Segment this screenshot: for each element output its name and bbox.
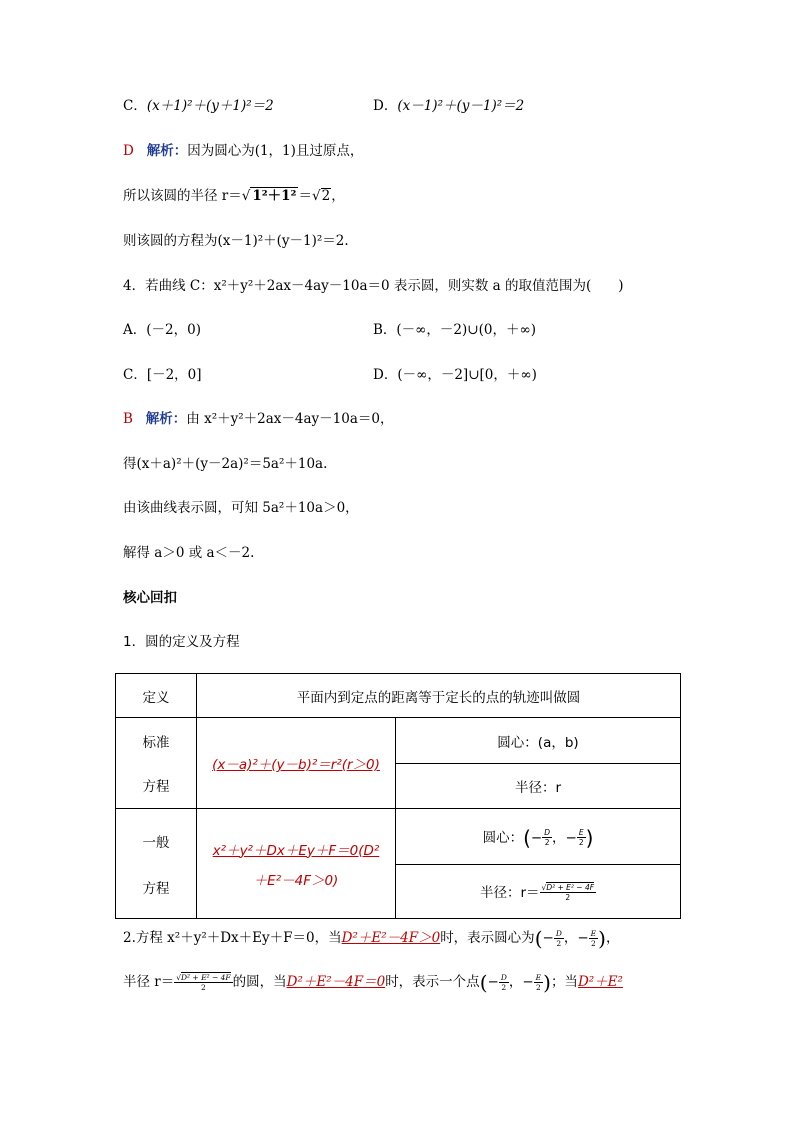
right-paren-icon: ) bbox=[585, 825, 594, 850]
frac-num: D bbox=[544, 828, 551, 837]
frac-num: E bbox=[535, 973, 542, 982]
section2-line1: 2.方程 x²＋y²＋Dx＋Ey＋F＝0，当D²＋E²－4F＞0时，表示圆心为(− $\frac{D}{2}$ ，− $\frac{E}{2}$ )， bbox=[123, 926, 620, 951]
s2-blank-3: D²＋E² bbox=[577, 974, 623, 990]
s2-radius-prefix: 半径 r＝ bbox=[123, 974, 175, 990]
option-d-expr: (x－1)²＋(y－1)²＝2 bbox=[397, 98, 525, 114]
frac-d-over-2 bbox=[499, 973, 509, 992]
frac-num: E bbox=[590, 929, 597, 938]
analysis-label: 解析： bbox=[145, 411, 187, 427]
std-center-cell bbox=[396, 718, 681, 764]
q3-option-d bbox=[373, 96, 524, 116]
radicand: 1²＋1² bbox=[252, 188, 297, 204]
def-text: 平面内到定点的距离等于定长的点的轨迹叫做圆 bbox=[296, 689, 581, 706]
std-formula-cell bbox=[197, 718, 396, 809]
def-label-cell bbox=[116, 674, 197, 718]
core-heading-text: 核心回扣 bbox=[123, 590, 177, 606]
left-paren-icon: ( bbox=[479, 970, 488, 995]
q3-analysis-line1 bbox=[123, 141, 363, 161]
option-d-label: D． bbox=[373, 98, 398, 114]
analysis-text: 因为圆心为(1，1)且过原点， bbox=[187, 143, 364, 159]
radius-result: 2 bbox=[321, 188, 331, 204]
q4-analysis-line1 bbox=[123, 409, 393, 429]
q4-analysis-line3 bbox=[123, 498, 359, 518]
sqrt-icon-2: √ bbox=[311, 188, 321, 204]
std-label-1: 标准 bbox=[142, 735, 170, 751]
std-label-cell bbox=[116, 718, 197, 809]
frac-den: 2 bbox=[535, 983, 541, 992]
q4-option-d bbox=[373, 365, 537, 385]
frac-den: 2 bbox=[501, 983, 507, 992]
q4-analysis-line4 bbox=[123, 543, 254, 563]
option-a-text: A．(－2，0) bbox=[123, 322, 201, 338]
std-formula: (x－a)²＋(y－b)²＝r²(r＞0) bbox=[212, 757, 380, 773]
equals: ＝ bbox=[298, 188, 312, 204]
s2-blank-2: D²＋E²－4F＝0 bbox=[286, 974, 386, 990]
section1-title bbox=[123, 632, 240, 652]
radius-fraction bbox=[540, 883, 597, 902]
s2-blank-1: D²＋E²－4F＞0 bbox=[341, 930, 441, 946]
gen-radius-cell bbox=[396, 865, 681, 919]
gen-formula-1: x²＋y²＋Dx＋Ey＋F＝0(D² bbox=[212, 842, 380, 859]
frac-num: D bbox=[555, 929, 562, 938]
frac-den: 2 bbox=[544, 838, 550, 847]
radius-fraction bbox=[174, 973, 232, 992]
gen-radius-prefix: 半径：r＝ bbox=[479, 884, 540, 901]
radius-prefix: 所以该圆的半径 r＝ bbox=[123, 188, 242, 204]
s2-mid: 的圆，当 bbox=[232, 974, 287, 990]
def-text-cell bbox=[197, 674, 681, 718]
q3-option-c bbox=[123, 96, 274, 116]
gen-formula-cell bbox=[197, 809, 396, 919]
analysis-label: 解析： bbox=[146, 143, 188, 159]
answer-badge: D bbox=[123, 143, 134, 159]
frac-e-over-2 bbox=[534, 973, 543, 992]
left-paren-icon: ( bbox=[523, 825, 531, 850]
q4-analysis-line2 bbox=[123, 454, 327, 474]
q3-analysis-line3 bbox=[123, 231, 349, 251]
def-label: 定义 bbox=[142, 689, 170, 706]
std-radius: 半径：r bbox=[514, 780, 562, 796]
option-d-text: D．(－∞，－2]∪[0，＋∞) bbox=[373, 367, 537, 383]
std-center: 圆心：(a，b) bbox=[497, 734, 579, 751]
option-b-text: B．(－∞，－2)∪(0，＋∞) bbox=[373, 322, 536, 338]
frac-num: D bbox=[500, 973, 507, 982]
s2-prefix: 2.方程 x²＋y²＋Dx＋Ey＋F＝0，当 bbox=[123, 930, 342, 946]
q4-option-a bbox=[123, 320, 201, 340]
radius-den: 2 bbox=[201, 983, 206, 992]
sqrt-icon: √ bbox=[241, 188, 251, 204]
left-paren-icon: ( bbox=[534, 926, 543, 951]
analysis-text: 由 x²＋y²＋2ax－4ay－10a＝0， bbox=[186, 411, 394, 427]
analysis-conclusion: 则该圆的方程为(x－1)²＋(y－1)²＝2. bbox=[123, 233, 349, 249]
frac-e-over-2 bbox=[589, 929, 598, 948]
std-radius-cell bbox=[396, 764, 681, 809]
gen-center-prefix: 圆心： bbox=[482, 829, 524, 846]
analysis-text: 由该曲线表示圆，可知 5a²＋10a＞0， bbox=[123, 500, 359, 516]
frac-den: 2 bbox=[590, 939, 596, 948]
core-heading bbox=[123, 588, 177, 608]
option-c-text: C．[－2，0] bbox=[123, 367, 202, 383]
option-c-label: C． bbox=[123, 98, 147, 114]
gen-center-cell: 圆心：(− $\frac{D}{2}$ ，− $\frac{E}{2}$ ) bbox=[396, 809, 681, 865]
s2-suffix: 时，表示圆心为 bbox=[440, 930, 535, 946]
frac-d-over-2 bbox=[554, 929, 564, 948]
analysis-text: 解得 a＞0 或 a＜－2. bbox=[123, 545, 255, 561]
frac-num: E bbox=[578, 828, 584, 837]
gen-label-cell bbox=[116, 809, 197, 919]
option-c-expr: (x＋1)²＋(y＋1)²＝2 bbox=[146, 98, 274, 114]
section2-line2: 半径 r＝ $\frac{\text{√D² + E² − 4F}}{2}$ 的圆，当D²＋E²－4F＝0时，表示一个点(− $\frac{D}{2}$ ，− $\frac{E}{2}$ )；当D²＋E² bbox=[123, 970, 623, 995]
frac-e-over-2 bbox=[577, 828, 586, 847]
radius-den: 2 bbox=[565, 893, 571, 903]
gen-formula-2: ＋E²－4F＞0) bbox=[253, 872, 339, 889]
q4-stem-text: 4．若曲线 C：x²＋y²＋2ax－4ay－10a＝0 表示圆，则实数 a 的取值范围为( ) bbox=[123, 278, 624, 294]
q4-option-c bbox=[123, 365, 202, 385]
radius-radicand: D² + E² − 4F bbox=[546, 883, 595, 893]
right-paren-icon: ) bbox=[598, 926, 606, 951]
sqrt-icon: √ bbox=[176, 973, 182, 982]
q4-option-b bbox=[373, 320, 536, 340]
std-label-2: 方程 bbox=[142, 779, 170, 795]
s2-mid2: 时，表示一个点 bbox=[385, 974, 480, 990]
radius-radicand: D² + E² − 4F bbox=[181, 973, 231, 982]
s2-end: ；当 bbox=[550, 974, 578, 990]
sqrt-icon: √ bbox=[541, 883, 547, 893]
frac-den: 2 bbox=[556, 939, 562, 948]
gen-label-2: 方程 bbox=[142, 880, 170, 897]
frac-d-over-2 bbox=[542, 828, 552, 847]
q4-stem bbox=[123, 276, 624, 296]
q3-analysis-line2 bbox=[123, 186, 345, 206]
section1-title-text: 1．圆的定义及方程 bbox=[123, 634, 240, 650]
analysis-text: 得(x＋a)²＋(y－2a)²＝5a²＋10a. bbox=[123, 456, 328, 472]
frac-den: 2 bbox=[578, 838, 584, 847]
circle-definition-table bbox=[115, 673, 681, 919]
right-paren-icon: ) bbox=[543, 970, 551, 995]
gen-label-1: 一般 bbox=[142, 834, 170, 851]
answer-badge: B bbox=[123, 411, 133, 427]
comma: ， bbox=[331, 188, 345, 204]
